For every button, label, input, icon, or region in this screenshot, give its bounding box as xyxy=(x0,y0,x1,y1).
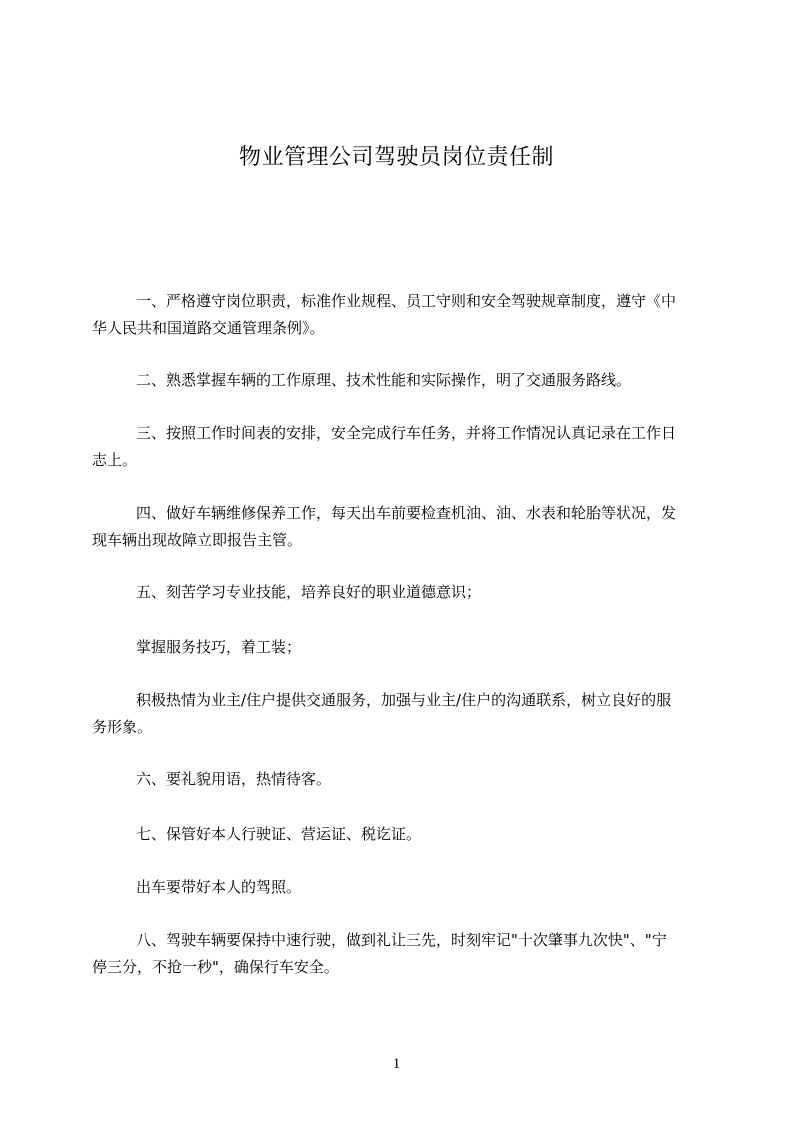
paragraph-line: 志上。 xyxy=(92,451,138,469)
paragraph-8 xyxy=(92,766,707,793)
paragraph-7 xyxy=(92,687,707,741)
page-number: 1 xyxy=(392,1056,401,1072)
paragraph-line: 积极热情为业主/住户提供交通服务，加强与业主/住户的沟通联系，树立良好的服 xyxy=(136,691,672,709)
paragraph-line: 六、要礼貌用语，热情待客。 xyxy=(136,770,332,788)
paragraph-11 xyxy=(92,927,707,981)
paragraph-line: 掌握服务技巧，着工装； xyxy=(136,638,302,656)
paragraph-1 xyxy=(92,288,707,342)
paragraph-4 xyxy=(92,500,707,554)
paragraph-line: 务形象。 xyxy=(92,718,153,736)
paragraph-line: 出车要带好本人的驾照。 xyxy=(136,878,302,896)
paragraph-5 xyxy=(92,579,707,606)
document-title: 物业管理公司驾驶员岗位责任制 xyxy=(238,145,554,170)
paragraph-line: 八、驾驶车辆要保持中速行驶，做到礼让三先，时刻牢记"十次肇事九次快"、"宁 xyxy=(136,931,667,949)
paragraph-2 xyxy=(92,367,707,394)
paragraph-line: 现车辆出现故障立即报告主管。 xyxy=(92,531,303,549)
paragraph-3 xyxy=(92,420,707,474)
paragraph-line: 停三分，不抢一秒"，确保行车安全。 xyxy=(92,958,339,976)
paragraph-line: 四、做好车辆维修保养工作，每天出车前要检查机油、油、水表和轮胎等状况，发 xyxy=(136,504,677,522)
paragraph-line: 三、按照工作时间表的安排，安全完成行车任务，并将工作情况认真记录在工作日 xyxy=(136,424,677,442)
paragraph-6 xyxy=(92,634,707,661)
paragraph-9 xyxy=(92,821,707,848)
paragraph-10 xyxy=(92,874,707,901)
paragraph-line: 五、刻苦学习专业技能，培养良好的职业道德意识； xyxy=(136,583,482,601)
paragraph-line: 二、熟悉掌握车辆的工作原理、技术性能和实际操作，明了交通服务路线。 xyxy=(136,371,632,389)
paragraph-line: 一、严格遵守岗位职责，标准作业规程、员工守则和安全驾驶规章制度，遵守《中 xyxy=(136,292,677,310)
paragraph-line: 七、保管好本人行驶证、营运证、税讫证。 xyxy=(136,825,422,843)
paragraph-line: 华人民共和国道路交通管理条例》。 xyxy=(92,319,325,337)
